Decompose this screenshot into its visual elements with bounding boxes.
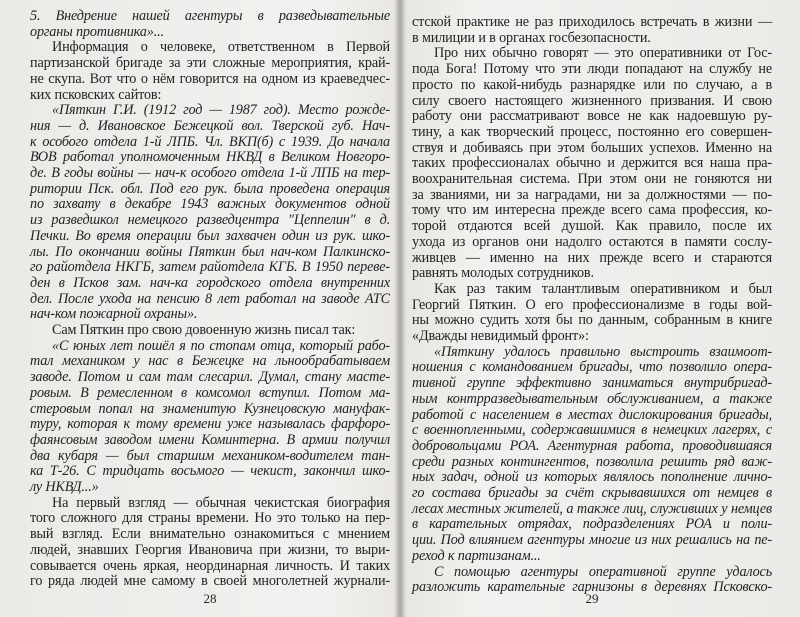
text-line: ухода из органов они надолго остаются в памяти сослу- (412, 233, 772, 250)
text-line: Как раз таким талантливым оперативником и был (434, 280, 772, 297)
text-line: «Дважды невидимый фронт»: (412, 328, 589, 344)
text-line: тину, а как творческий процесс, постоянно его совершен- (412, 123, 772, 140)
text-line: к особого отдела 1-й ЛПБ. Чл. ВКП(б) с 1939. До начала (30, 133, 390, 150)
text-line: тал механиком у нас в Бежецке на льнообрабатываем (30, 353, 390, 370)
book-gutter (394, 0, 406, 617)
text-line: ны можно судить хотя бы по данным, собранным в книге (412, 312, 772, 329)
text-line: ции. Под влиянием агентуры многие из них решались на пе- (412, 532, 772, 549)
text-line: ВОВ работал уполномоченным НКВД в Великом Новгоро- (30, 149, 390, 166)
text-line: добровольцами РОА. Агентурная работа, проводившаяся (412, 437, 772, 454)
text-line: Печки. Во время операции был захвачен один из рук. шко- (30, 227, 390, 244)
text-line: ровым. В ремесленном в комсомол вступил. Потом ма- (30, 384, 390, 401)
text-line: в милиции и в органах госбезопасности. (412, 29, 651, 46)
text-line: Информация о человеке, ответственном в Первой (52, 39, 390, 56)
text-line: партизанской бригаде за эти сложные мероприятия, край- (30, 55, 390, 72)
text-line: дел. После ухода на пенсию 8 лет работал на заводе АТС (30, 290, 390, 307)
text-line: го состава бригады за счёт скрывавшихся от немцев в (412, 485, 772, 501)
text-line: На первый взгляд — обычная чекистская биография (52, 494, 390, 511)
text-line: нач-ком пожарной охраны». (30, 306, 198, 323)
text-line: лесах местных жителей, а также лиц, служивших у немцев (412, 500, 772, 517)
text-line: ритории Пск. обл. Под его рук. была проведена операция (30, 180, 390, 197)
text-line: работой с населением в местах дислокирования бригады, (412, 406, 772, 423)
text-line: ден в Псков зам. нач-ка городского отдела внутренних (30, 274, 390, 291)
text-line: вый взгляд. Если внимательно ознакомиться с мнением (30, 526, 390, 543)
text-line: ка Т-26. С тридцать восьмого — чекист, закончил шко- (30, 463, 390, 480)
left-page-number: 28 (203, 591, 217, 606)
text-line: среди разных контингентов, позволила решить ряд важ- (412, 453, 772, 470)
text-line: Георгий Пяткин. О его профессионализме в годы вой- (412, 296, 772, 313)
right-page (412, 0, 772, 617)
text-line: де. В годы войны — нач-к особого отдела 1-й ЛПБ на тер- (30, 165, 390, 181)
text-line: ных задач, одной из которых являлось пополнение лично- (412, 469, 772, 486)
text-line: «С юных лет пошёл я по стопам отца, который рабо- (52, 337, 390, 354)
text-line: лы. По окончании войны Пяткин был нач-ком Палкинско- (30, 243, 390, 260)
text-line: «Пяткину удалось правильно выстроить взаимоот- (434, 343, 772, 360)
text-line: 5. Внедрение нашей агентуры в разведывательные (30, 8, 390, 24)
text-line: органы противника»... (30, 23, 164, 40)
text-line: ких псковских сайтов: (30, 86, 162, 103)
text-line: го райотдела НКГБ, затем райотдела КГБ. В 1950 перевe- (30, 259, 390, 276)
text-line: силу своего настоящего жизненного призвания. И свою (412, 92, 772, 109)
text-line: просто по какой-нибудь разнарядке или по случаю, а в (412, 76, 772, 93)
left-page (30, 0, 390, 617)
text-line: живцев — именно на них прежде всего и стараются (412, 249, 772, 266)
text-line: в карательных отрядах, подразделениях РОА и поли- (412, 516, 772, 533)
text-line: пода Бога! Потому что эти люди попадают на службу не (412, 61, 772, 78)
text-line: не скупа. Вот что о нём говорится на одном из краеведчес- (30, 70, 390, 87)
text-line: того сложного для страны времени. Но это только на пер- (30, 510, 390, 527)
text-line: торой отдаются всей душой. Как правило, после их (412, 218, 772, 235)
text-line: Сам Пяткин про свою довоенную жизнь писал так: (52, 322, 356, 338)
text-line: два кубаря — был старшим механиком-водителем тан- (30, 447, 390, 464)
text-line: по захвату в декабре 1943 важных документов одной (30, 196, 390, 213)
text-line: ношения с командованием бригады, что позволило опера- (412, 359, 772, 376)
text-line: из разведшкол немецкого разведцентра "Цеппелин" в д. (30, 212, 390, 229)
text-line: ным контрразведывательным обслуживанием, а также (412, 390, 772, 407)
text-line: тому что им интересна прежде всего сама профессия, ко- (412, 202, 772, 219)
text-line: стеровым попал на знаменитую Кузнецовскую мануфак- (30, 400, 390, 417)
text-line: ствуя и добиваясь при этом больших успехов. Именно на (412, 139, 772, 156)
text-line: «Пяткин Г.И. (1912 год — 1987 год). Место рожде- (52, 102, 390, 119)
text-line: стской практике не раз приходилось встречать в жизни — (412, 14, 772, 30)
text-line: за званиями, ни за наградами, ни за должностями — по- (412, 186, 772, 203)
text-line: реход к партизанам... (412, 547, 541, 564)
text-line: разложить карательные гарнизоны в деревнях Псковско- (412, 579, 772, 596)
text-line: людей, знавших Георгия Ивановича при жизни, то выри- (30, 541, 390, 558)
text-line: С помощью агентуры оперативной группе удалось (434, 563, 772, 580)
text-line: тивной группе эффективно заниматься внутрибригад- (412, 375, 772, 392)
text-line: го ряда людей мне самому в своей многолетней журнали- (30, 573, 390, 590)
text-line: с военнопленными, содержавшимися в немецких лагерях, с (412, 422, 772, 439)
text-line: заводе. Потом и сам там слесарил. Думал, стану масте- (30, 369, 390, 386)
text-line: равнять молодых сотрудников. (412, 265, 594, 282)
text-line: таких профессионалах обычно и держится вся наша пра- (412, 155, 772, 172)
text-line: фаянсовым заводом имени Коминтерна. В армии получил (30, 431, 390, 448)
text-line: туру, которая к тому времени уже называлась фарфоро- (30, 416, 390, 433)
right-page-number: 29 (585, 591, 599, 606)
text-line: ния — д. Ивановское Бежецкой вол. Тверской губ. Нач- (30, 117, 390, 134)
text-line: лу НКВД...» (30, 479, 99, 495)
text-line: совывается очень яркая, неординарная личность. И таких (30, 557, 390, 574)
text-line: воохранительная система. При этом они не гоняются ни (412, 171, 772, 187)
text-line: Про них обычно говорят — это оперативники от Гос- (434, 45, 772, 62)
text-line: работу они рассматривают вовсе не как надоевшую ру- (412, 108, 772, 125)
